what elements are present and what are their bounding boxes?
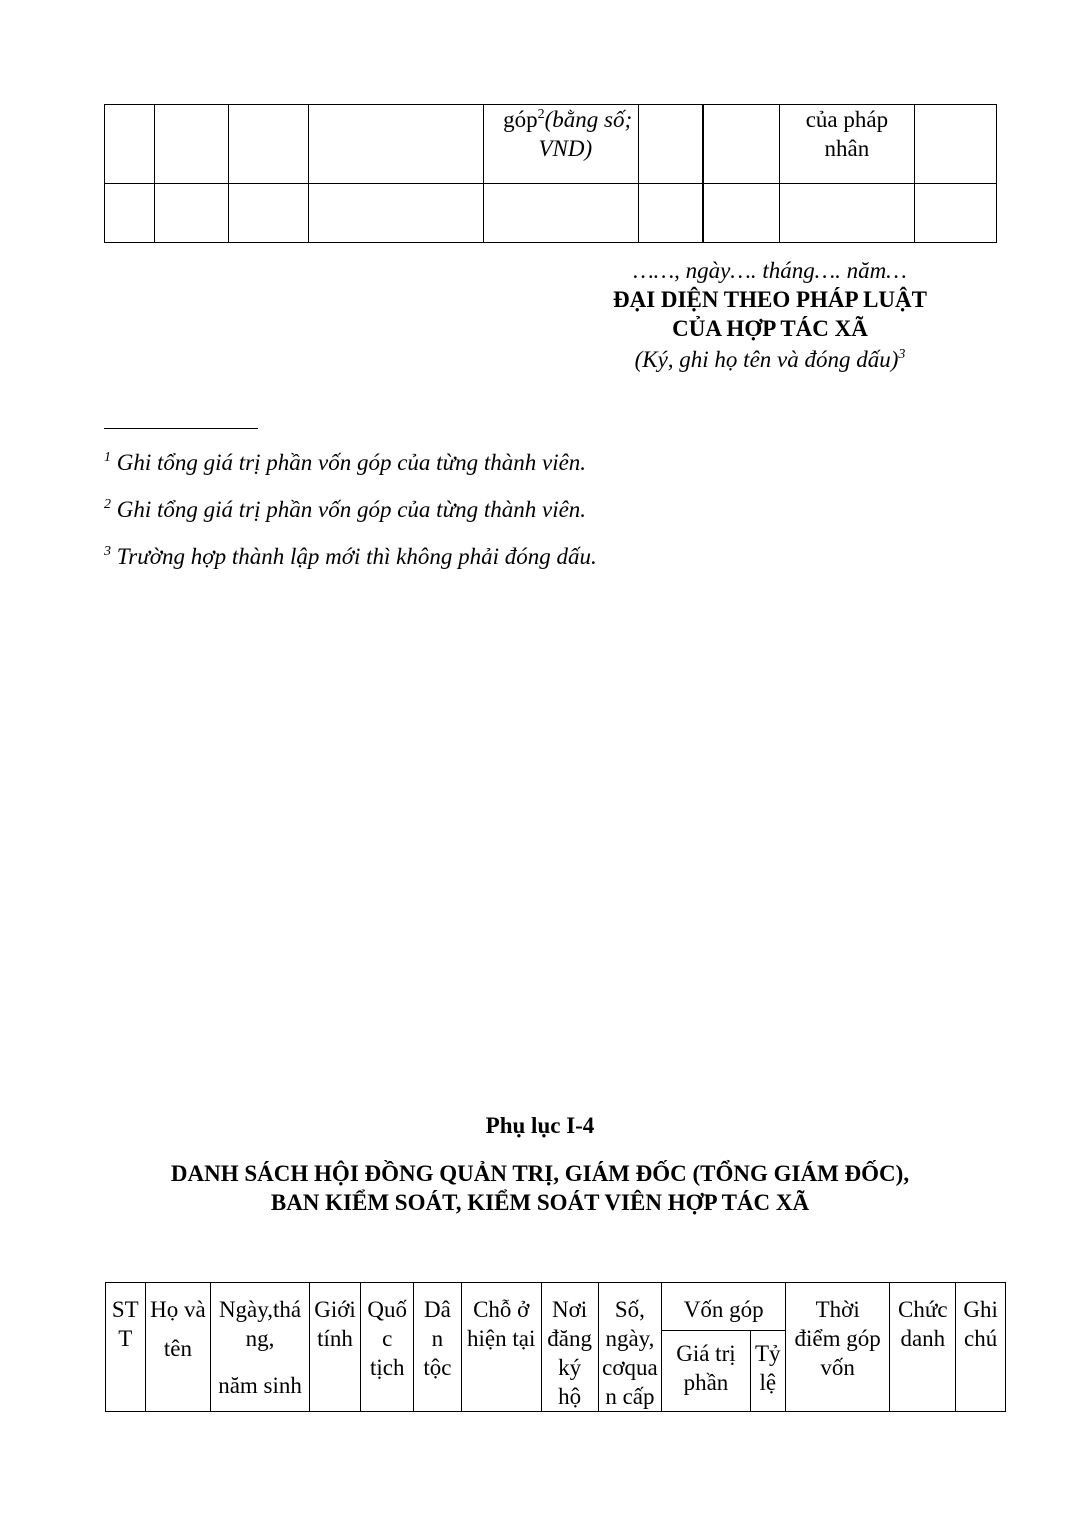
header-text: tộc bbox=[423, 1355, 452, 1380]
header-text: lệ bbox=[759, 1370, 777, 1395]
header-text: n bbox=[431, 1326, 444, 1351]
header-text: n cấp bbox=[605, 1384, 655, 1409]
table-cell bbox=[228, 184, 308, 243]
footnote-ref-2: 2 bbox=[537, 107, 545, 122]
signature-instruction bbox=[560, 345, 980, 375]
legal-entity-header-cell bbox=[779, 105, 914, 184]
table-cell bbox=[484, 184, 639, 243]
signature-title-line2: CỦA HỢP TÁC XÃ bbox=[672, 316, 868, 341]
col-position bbox=[890, 1283, 956, 1412]
header-text: Tỷ bbox=[754, 1341, 781, 1366]
header-text: Chức bbox=[898, 1297, 948, 1322]
header-text: chú bbox=[964, 1326, 998, 1351]
header-text: Thời bbox=[815, 1297, 860, 1322]
footnote-ref-3: 3 bbox=[898, 347, 906, 362]
contribution-unit-currency: VND) bbox=[538, 136, 593, 161]
header-text: Nơi bbox=[552, 1297, 588, 1322]
header-text: tính bbox=[317, 1326, 353, 1351]
table-cell bbox=[154, 105, 228, 184]
col-address bbox=[461, 1283, 541, 1412]
col-capital-value bbox=[662, 1331, 750, 1412]
table-cell bbox=[914, 184, 996, 243]
signature-instruction-text: (Ký, ghi họ tên và đóng dấu) bbox=[634, 347, 899, 372]
header-text: vốn bbox=[820, 1355, 855, 1380]
header-text: Số, bbox=[614, 1297, 645, 1322]
footnote-separator bbox=[104, 428, 258, 429]
footnote-number: 2 bbox=[104, 497, 111, 512]
place-date: ……, ngày…. tháng…. năm… bbox=[633, 258, 907, 283]
col-name bbox=[145, 1283, 211, 1412]
footnote-number: 3 bbox=[104, 544, 111, 559]
appendix-heading-line1: DANH SÁCH HỘI ĐỒNG QUẢN TRỊ, GIÁM ĐỐC (TỔNG GIÁM ĐỐC), bbox=[170, 1161, 910, 1186]
contribution-label: góp bbox=[503, 107, 538, 132]
table-cell bbox=[914, 105, 996, 184]
header-text: ký bbox=[558, 1355, 582, 1380]
header-text: cơqua bbox=[602, 1355, 658, 1380]
legal-entity-label-2: nhân bbox=[824, 136, 870, 161]
table-cell bbox=[639, 105, 703, 184]
appendix-label: Phụ lục I-4 bbox=[485, 1113, 595, 1138]
col-nationality bbox=[361, 1283, 414, 1412]
col-capital-ratio bbox=[750, 1331, 785, 1412]
table-cell bbox=[308, 105, 483, 184]
continuation-table bbox=[104, 104, 997, 243]
col-registration bbox=[541, 1283, 598, 1412]
header-text: hiện tại bbox=[467, 1326, 536, 1351]
footnote-1 bbox=[104, 450, 586, 476]
table-cell bbox=[703, 105, 779, 184]
col-contribution-time bbox=[785, 1283, 889, 1412]
header-text: Vốn góp bbox=[683, 1297, 764, 1322]
table-cell bbox=[154, 184, 228, 243]
footnote-number: 1 bbox=[104, 450, 111, 465]
col-capital bbox=[662, 1283, 786, 1331]
footnote-text: Trường hợp thành lập mới thì không phải đóng dấu. bbox=[116, 544, 597, 569]
table-row bbox=[105, 184, 997, 243]
header-text: Quố bbox=[367, 1297, 408, 1322]
header-text: T bbox=[118, 1326, 133, 1351]
table-cell bbox=[703, 184, 779, 243]
appendix-heading-line2: BAN KIỂM SOÁT, KIỂM SOÁT VIÊN HỢP TÁC XÃ bbox=[270, 1190, 810, 1215]
header-text: tịch bbox=[369, 1355, 405, 1380]
header-text: đăng bbox=[547, 1326, 592, 1351]
col-id bbox=[598, 1283, 662, 1412]
header-text: ST bbox=[111, 1297, 139, 1322]
footnote-3 bbox=[104, 544, 597, 570]
header-text: Ngày,thá bbox=[218, 1297, 302, 1322]
header-text: năm sinh bbox=[218, 1373, 302, 1398]
table-cell bbox=[228, 105, 308, 184]
header-text: ngày, bbox=[605, 1326, 655, 1351]
table-cell bbox=[105, 105, 155, 184]
board-members-table bbox=[105, 1282, 1006, 1412]
col-dob bbox=[211, 1283, 309, 1412]
header-text: danh bbox=[900, 1326, 946, 1351]
header-text: Họ và bbox=[150, 1297, 206, 1322]
table-row bbox=[105, 105, 997, 184]
header-text: c bbox=[382, 1326, 393, 1351]
header-text: Giới bbox=[314, 1297, 356, 1322]
footnote-text: Ghi tổng giá trị phần vốn góp của từng thành viên. bbox=[116, 497, 587, 522]
table-header-row bbox=[106, 1283, 1006, 1331]
col-sex bbox=[309, 1283, 361, 1412]
col-note bbox=[956, 1283, 1006, 1412]
header-text: Giá trị bbox=[676, 1341, 736, 1366]
header-text: tên bbox=[163, 1336, 192, 1361]
col-stt bbox=[106, 1283, 146, 1412]
table-cell bbox=[308, 184, 483, 243]
header-text: điểm góp bbox=[794, 1326, 881, 1351]
header-text: phần bbox=[683, 1370, 729, 1395]
header-text: ng, bbox=[245, 1326, 275, 1351]
contribution-header-cell bbox=[484, 105, 639, 184]
signature-title-line1: ĐẠI DIỆN THEO PHÁP LUẬT bbox=[613, 287, 927, 312]
header-text: Ghi bbox=[963, 1297, 998, 1322]
header-text: Dâ bbox=[423, 1297, 451, 1322]
table-cell bbox=[779, 184, 914, 243]
legal-entity-label: của pháp bbox=[805, 107, 889, 132]
contribution-unit: (bằng số; bbox=[544, 107, 633, 132]
col-ethnicity bbox=[414, 1283, 462, 1412]
header-text: hộ bbox=[558, 1384, 582, 1409]
footnote-text: Ghi tổng giá trị phần vốn góp của từng thành viên. bbox=[116, 450, 587, 475]
table-cell bbox=[639, 184, 703, 243]
header-text: Chỗ ở bbox=[473, 1297, 530, 1322]
footnote-2 bbox=[104, 497, 586, 523]
table-cell bbox=[105, 184, 155, 243]
